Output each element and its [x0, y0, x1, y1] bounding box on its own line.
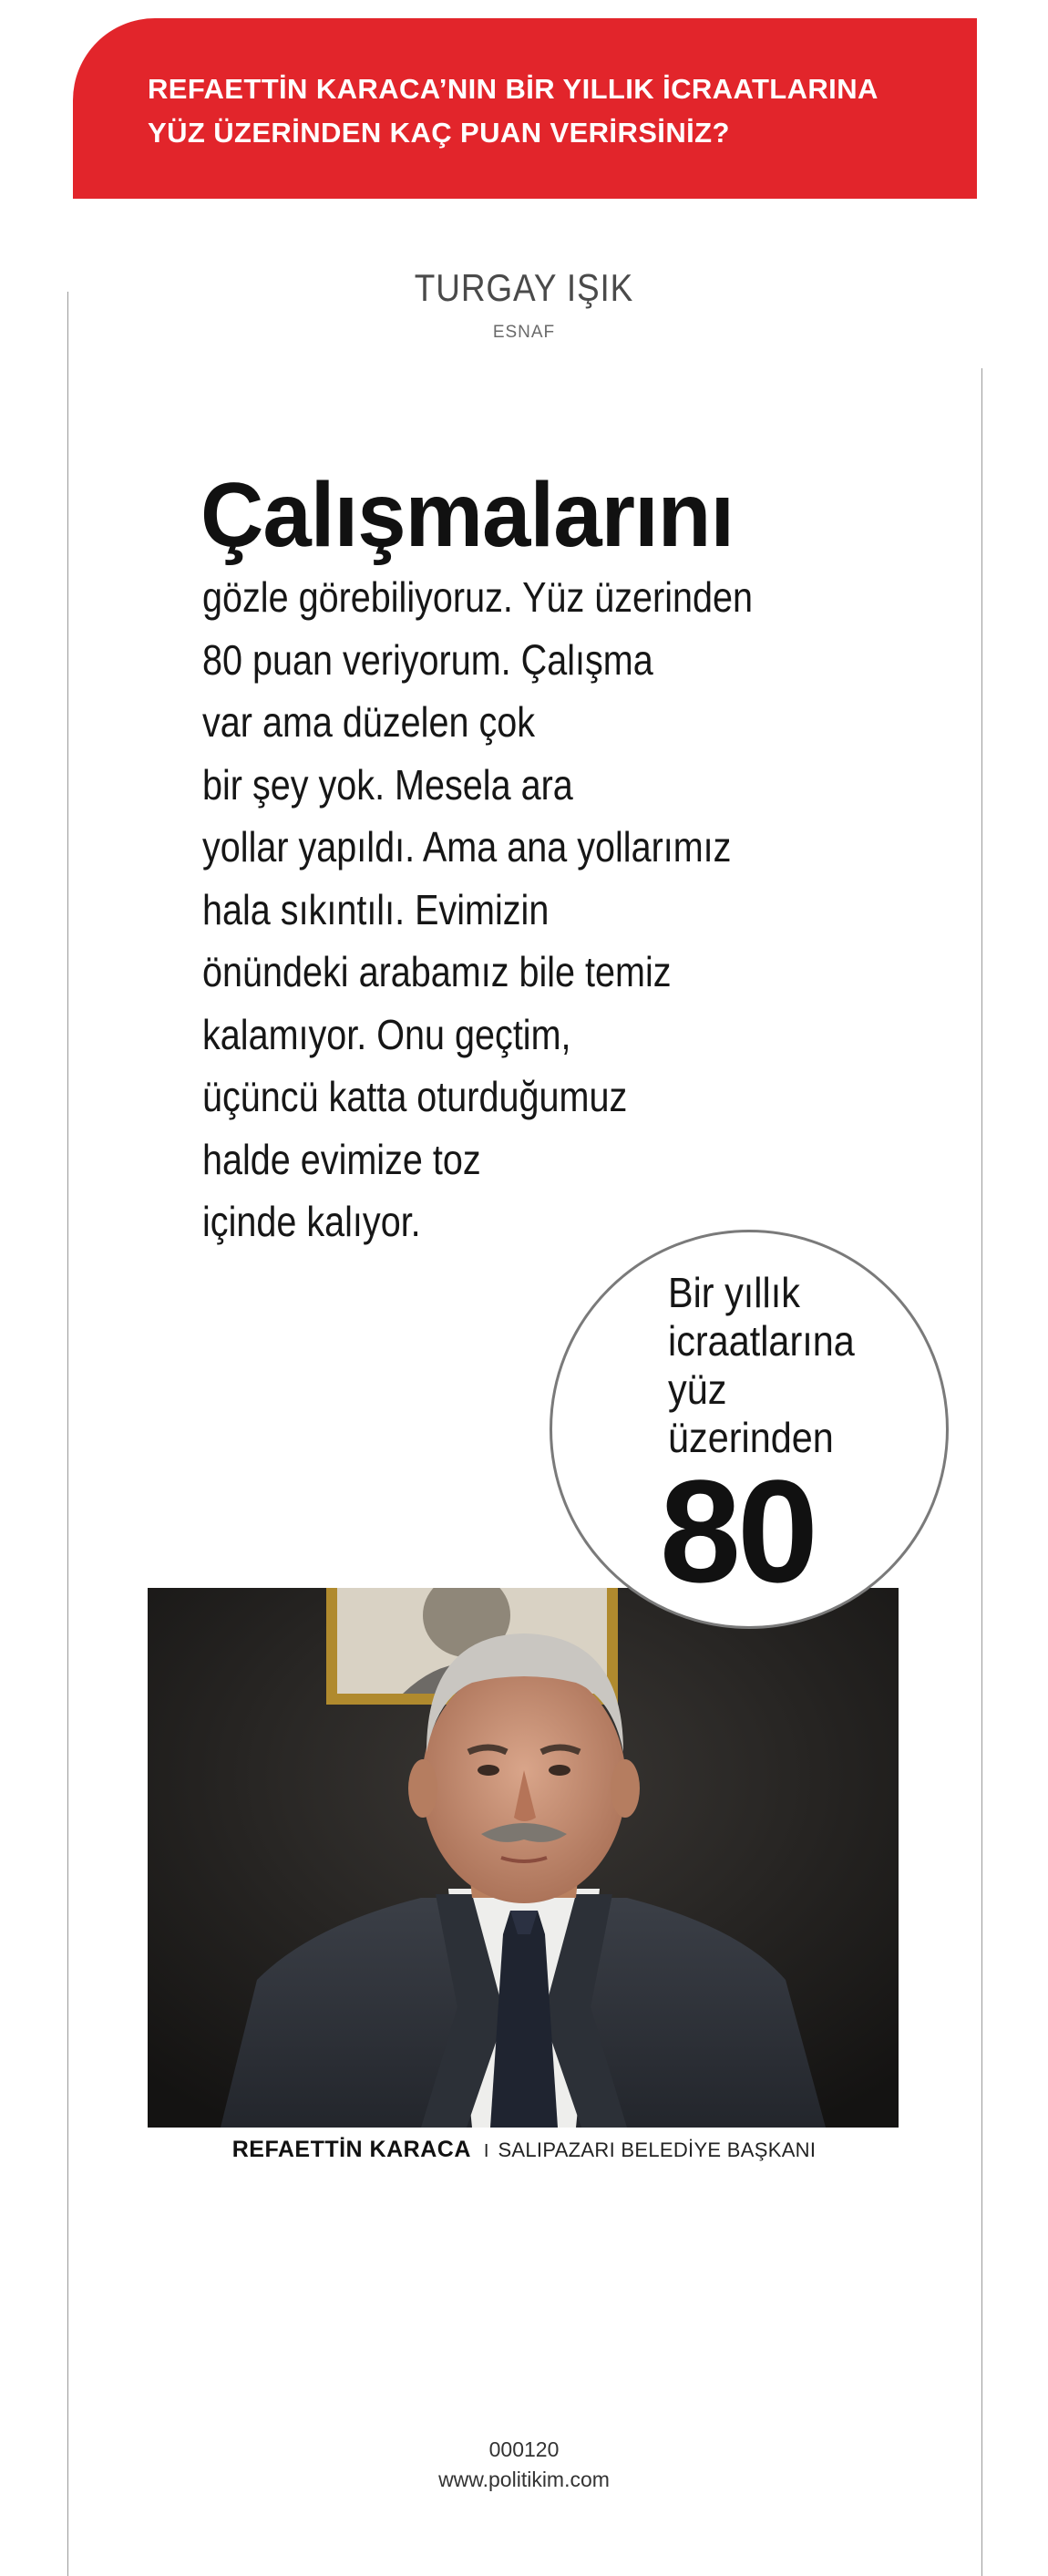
- article-line: içinde kalıyor.: [202, 1198, 421, 1245]
- author-role: ESNAF: [492, 323, 556, 342]
- photo-caption: [0, 2137, 1048, 2163]
- score-circle: [550, 1230, 949, 1629]
- score-label-line: üzerinden: [668, 1414, 834, 1461]
- article-line: yollar yapıldı. Ama ana yollarımız: [202, 823, 732, 871]
- mayor-photo: [148, 1588, 899, 2128]
- article-body: [202, 566, 842, 1253]
- question-line-2: YÜZ ÜZERİNDEN KAÇ PUAN VERİRSİNİZ?: [148, 117, 730, 149]
- question-banner: [73, 18, 977, 199]
- caption-separator: I: [483, 2141, 489, 2161]
- caption-role: SALIPAZARI BELEDİYE BAŞKANI: [498, 2138, 817, 2161]
- article-headline: Çalışmalarını: [200, 464, 735, 566]
- score-label: [668, 1269, 876, 1462]
- article-line: önündeki arabamız bile temiz: [202, 948, 672, 995]
- article-line: 80 puan veriyorum. Çalışma: [202, 635, 653, 684]
- score-value: 80: [660, 1449, 815, 1613]
- article-line: hala sıkıntılı. Evimizin: [202, 885, 550, 933]
- website-url: www.politikim.com: [438, 2468, 610, 2491]
- caption-name: REFAETTİN KARACA: [231, 2137, 471, 2162]
- article-line: üçüncü katta oturduğumuz: [202, 1073, 628, 1120]
- score-label-line: icraatlarına: [668, 1317, 855, 1365]
- page-code: 000120: [488, 2437, 560, 2461]
- score-label-line: yüz: [668, 1365, 727, 1413]
- left-frame-rule: [67, 292, 68, 2576]
- article-line: gözle görebiliyoruz. Yüz üzerinden: [202, 573, 754, 621]
- right-frame-rule: [981, 368, 982, 2576]
- author-name: TURGAY IŞIK: [414, 266, 634, 309]
- question-line-1: REFAETTİN KARACA’NIN BİR YILLIK İCRAATLARINA: [148, 73, 878, 105]
- article-line: var ama düzelen çok: [202, 698, 536, 746]
- article-line: halde evimize toz: [202, 1135, 481, 1183]
- article-line: bir şey yok. Mesela ara: [202, 760, 573, 809]
- article-line: kalamıyor. Onu geçtim,: [202, 1010, 571, 1058]
- score-label-line: Bir yıllık: [668, 1269, 800, 1316]
